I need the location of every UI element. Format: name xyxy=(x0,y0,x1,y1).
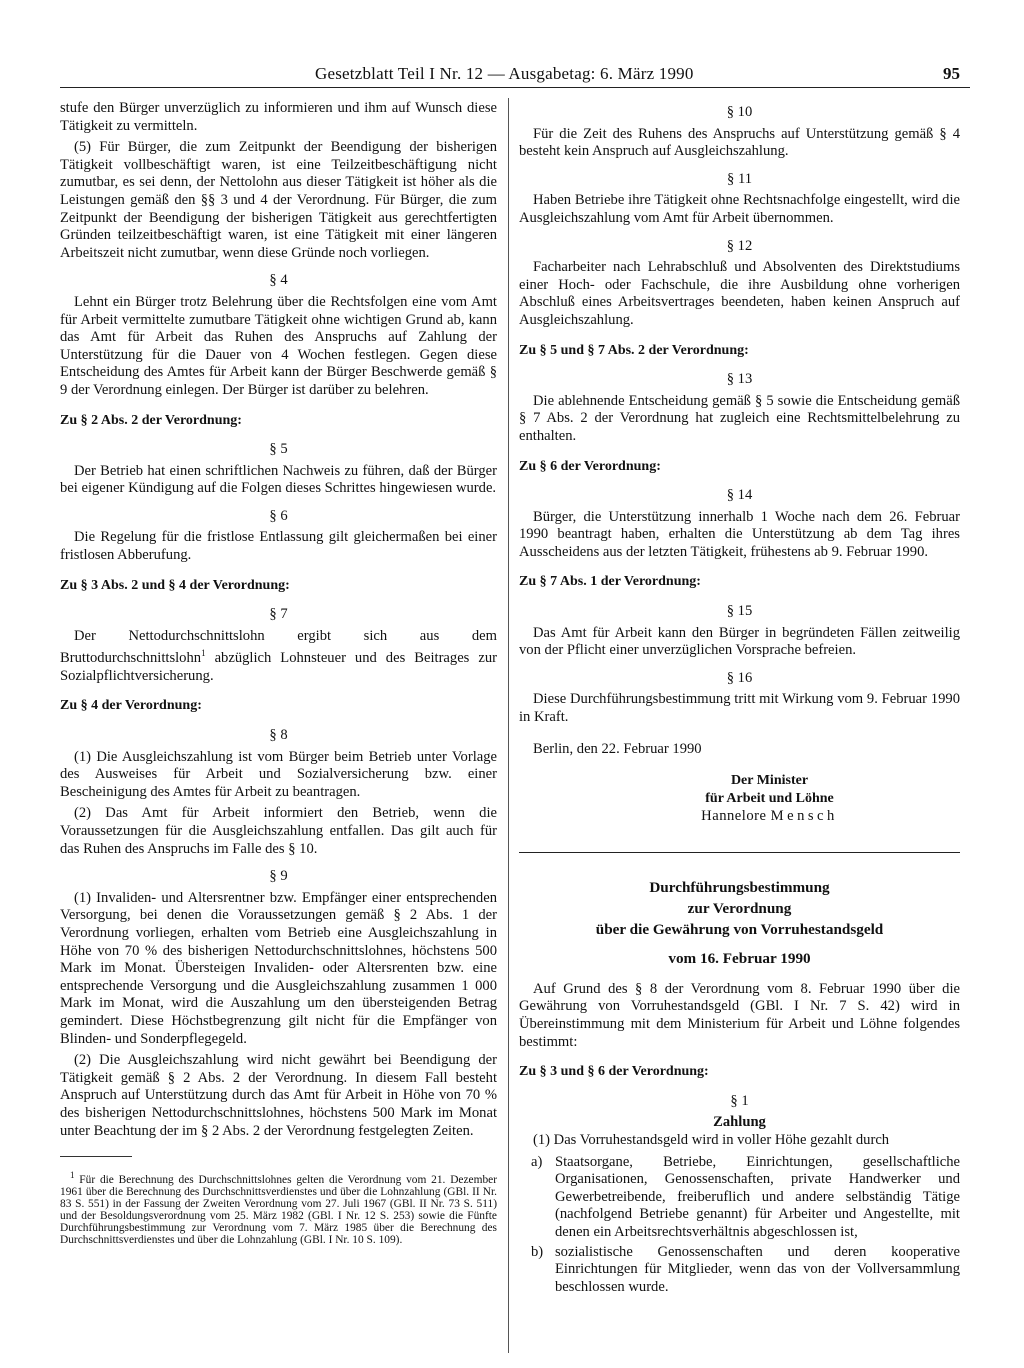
paragraph: (5) Für Bürger, die zum Zeitpunkt der Beendigung der bisherigen Tätigkeit vollbeschäftigt waren, ist eine Teilzeitbeschäftigung nicht zumutbar, es sei denn, der Nettolohn aus dieser Tätigkeit ist höher als die Leistungen gemäß den §§ 3 und 4 der Verordnung. Für Bürger, die zum Zeitpunkt der Beendigung der bisherigen Tätigkeit aus gerechtfertigten Gründen teilzeitbeschäftigt waren, ist eine Tätigkeit mit einer längeren Arbeitszeit nicht zumutbar, wenn diese Gründe noch vorliegen. xyxy=(60,139,497,261)
paragraph: (2) Das Amt für Arbeit informiert den Betrieb, wenn die Voraussetzungen für die Ausgleichszahlung entfallen. Das gilt auch für das Ruhen des Anspruchs im Falle des § 10. xyxy=(60,805,497,857)
list-item xyxy=(519,1154,960,1242)
signatory-ministry: für Arbeit und Löhne xyxy=(705,791,834,807)
paragraph: (1) Invaliden- und Altersrentner bzw. Empfänger einer entsprechenden Versorgung, bei denen die Voraussetzungen gemäß § 2 Abs. 1 der Verordnung vorliegen, erhalten vom Betrieb eine Ausgleichszahlung in Höhe von 70 % des bisherigen Nettodurchschnittslohnes, höchstens 500 Mark im Monat. Übersteigen Invaliden- oder Altersrenten bzw. eine entsprechende Versorgung und die Ausgleichszahlung zusammen 1 000 Mark im Monat, wird die Auszahlung um den übersteigenden Betrag gemindert. Diese Höchstbegrenzung gilt nicht für die Empfänger von Blinden- und Sonderpflegegeld. xyxy=(60,889,497,1047)
signatory-first-name: Hannelore xyxy=(701,808,771,825)
footnote-rule xyxy=(60,1156,132,1157)
section-heading: § 12 xyxy=(726,237,753,254)
paragraph: Diese Durchführungsbestimmung tritt mit Wirkung vom 9. Februar 1990 in Kraft. xyxy=(519,691,960,726)
header-rule xyxy=(60,87,970,88)
paragraph: Das Amt für Arbeit kann den Bürger in begründeten Fällen zeitweilig von der Pflicht einer unverzüglichen Vorsprache befreien. xyxy=(519,624,960,659)
subheading: Zu § 4 der Verordnung: xyxy=(60,698,202,714)
document-title-line: über die Gewährung von Vorruhestandsgeld xyxy=(595,920,884,938)
paragraph: Bürger, die Unterstützung innerhalb 1 Woche nach dem 26. Februar 1990 beantragt haben, erhalten die Unterstützung ab dem Tag ihres Ausscheidens aus der letzten Tätigkeit, frühestens ab 9. Februar 1990. xyxy=(519,508,960,560)
paragraph: Facharbeiter nach Lehrabschluß und Absolventen des Direktstudiums einer Hoch- oder Fachschule, die ihre Ausbildung ohne vorherigen Abschluß eines Arbeitsvertrages beendeten, haben keinen Anspruch auf Ausgleichszahlung. xyxy=(519,259,960,328)
section-title: Zahlung xyxy=(713,1114,766,1131)
column-divider xyxy=(508,98,509,1353)
paragraph xyxy=(60,628,497,686)
subheading: Zu § 2 Abs. 2 der Verordnung: xyxy=(60,412,242,428)
section-heading: § 7 xyxy=(269,606,288,623)
paragraph-text: abzüglich Lohnsteuer und des Beitrages zur Sozialpflichtversicherung. xyxy=(60,650,497,684)
place-date: Berlin, den 22. Februar 1990 xyxy=(533,740,702,757)
footnote-mark: 1 xyxy=(70,1169,75,1180)
paragraph: Auf Grund des § 8 der Verordnung vom 8. Februar 1990 über die Gewährung von Vorruhestandsgeld (GBl. I Nr. 7 S. 42) wird in Übereinstimmung mit dem Ministerium für Arbeit und Löhne folgendes bestimmt: xyxy=(519,980,960,1050)
list-item xyxy=(519,1244,960,1297)
list-item-text: Staatsorgane, Betriebe, Einrichtungen, gesellschaftliche Organisationen, Genossenschaften, private Handwerker und Gewerbetreibende, freiberuflich und andere selbständig Tätige (nachfolgend Betriebe genannt) für Arbeiter und Angestellte, mit denen ein Arbeitsrechtsverhältnis abgeschlossen ist, xyxy=(555,1153,960,1240)
section-heading: § 15 xyxy=(726,603,753,620)
section-heading: § 10 xyxy=(726,104,753,120)
section-heading: § 8 xyxy=(269,727,288,744)
paragraph: stufe den Bürger unverzüglich zu informieren und ihm auf Wunsch diese Tätigkeit zu vermitteln. xyxy=(60,100,497,134)
section-heading: § 9 xyxy=(269,868,288,885)
signatory-name xyxy=(579,808,960,826)
document-date: vom 16. Februar 1990 xyxy=(668,949,811,967)
section-heading: § 1 xyxy=(730,1092,749,1109)
enumeration-list xyxy=(519,1154,960,1297)
section-heading: § 11 xyxy=(727,170,752,187)
page-number: 95 xyxy=(943,64,960,83)
list-marker: a) xyxy=(531,1153,543,1170)
list-marker: b) xyxy=(531,1243,544,1260)
footnote xyxy=(60,1169,497,1247)
paragraph: Der Betrieb hat einen schriftlichen Nachweis zu führen, daß der Bürger bei eigener Kündigung auf die Folgen dieses Schrittes hingewiesen wurde. xyxy=(60,462,497,497)
paragraph: Lehnt ein Bürger trotz Belehrung über die Rechtsfolgen eine vom Amt für Arbeit vermittelte zumutbare Tätigkeit ohne wichtigen Grund ab, kann das Amt für Arbeit das Ruhen des Anspruchs auf Zahlung der Unterstützung für die Dauer von 4 Wochen festlegen. Gegen diese Entscheidung des Amtes für Arbeit kann der Bürger Beschwerde gemäß § 9 der Verordnung einlegen. Der Bürger ist darüber zu belehren. xyxy=(60,293,497,398)
running-title: Gesetzblatt Teil I Nr. 12 — Ausgabetag: 6. März 1990 xyxy=(315,64,694,83)
section-heading: § 13 xyxy=(726,371,753,388)
footnote-text: Für die Berechnung des Durchschnittslohnes gelten die Verordnung vom 21. Dezember 1961 über die Berechnung des Durchschnittsverdienstes und über die Lohnzahlung (GBl. II Nr. 83 S. 551) in der Fassung der Zweiten Verordnung vom 27. Juli 1967 (GBl. II Nr. 73 S. 511) und der Besoldungsverordnung vom 25. März 1982 (GBl. I Nr. 12 S. 253) sowie die Fünfte Durchführungsbestimmung zur Verordnung vom 7. März 1985 über die Berechnung des Durchschnittsverdienstes und über die Lohnzahlung (GBl. I Nr. 10 S. 109). xyxy=(60,1173,497,1247)
section-heading: § 6 xyxy=(269,507,288,524)
paragraph: (1) Das Vorruhestandsgeld wird in voller Höhe gezahlt durch xyxy=(533,1131,890,1148)
left-column xyxy=(60,100,497,1258)
section-heading: § 5 xyxy=(269,441,288,458)
subheading: Zu § 7 Abs. 1 der Verordnung: xyxy=(519,574,701,590)
paragraph: (1) Die Ausgleichszahlung ist vom Bürger beim Betrieb unter Vorlage des Ausweises für Arbeit und Sozialversicherung bzw. einer Bescheinigung des Amtes für Arbeit zu beantragen. xyxy=(60,748,497,800)
paragraph: Die Regelung für die fristlose Entlassung gilt gleichermaßen bei einer fristlosen Abberufung. xyxy=(60,529,497,564)
document-title-line: zur Verordnung xyxy=(687,899,792,917)
paragraph: (2) Die Ausgleichszahlung wird nicht gewährt bei Beendigung der Tätigkeit gemäß § 2 Abs. 2 der Verordnung. In diesem Fall besteht Anspruch auf Unterstützung durch das Amt für Arbeit in Höhe von 70 % des bisherigen Nettodurchschnittslohnes, höchstens 500 Mark im Monat unter Beachtung der im § 2 Abs. 2 der Verordnung festgelegten Zeiten. xyxy=(60,1052,497,1139)
paragraph: Für die Zeit des Ruhens des Anspruchs auf Unterstützung gemäß § 4 besteht kein Anspruch auf Ausgleichszahlung. xyxy=(519,125,960,160)
section-heading: § 14 xyxy=(726,487,753,504)
subheading: Zu § 5 und § 7 Abs. 2 der Verordnung: xyxy=(519,342,749,358)
footnote-ref: 1 xyxy=(201,648,206,659)
document-title: Durchführungsbestimmung xyxy=(649,878,830,896)
signatory-last-name: Mensch xyxy=(770,808,838,825)
paragraph: Haben Betriebe ihre Tätigkeit ohne Rechtsnachfolge eingestellt, wird die Ausgleichszahlung vom Amt für Arbeit übernommen. xyxy=(519,192,960,226)
page-header xyxy=(60,64,970,88)
subheading: Zu § 3 und § 6 der Verordnung: xyxy=(519,1064,709,1080)
right-column xyxy=(519,100,960,1300)
list-item-text: sozialistische Genossenschaften und deren kooperative Einrichtungen für Mitglieder, wenn das von der Vollversammlung beschlossen wurde. xyxy=(555,1243,960,1295)
section-heading: § 16 xyxy=(726,669,753,686)
signature-block xyxy=(579,772,960,826)
signatory-title: Der Minister xyxy=(730,773,809,789)
subheading: Zu § 3 Abs. 2 und § 4 der Verordnung: xyxy=(60,577,290,593)
paragraph-text: Der Nettodurchschnittslohn ergibt sich aus dem Bruttodurchschnittslohn xyxy=(60,627,497,667)
section-heading: § 4 xyxy=(269,272,288,289)
paragraph: Die ablehnende Entscheidung gemäß § 5 sowie die Entscheidung gemäß § 7 Abs. 2 der Verordnung hat zugleich eine Rechtsmittelbelehrung zu enthalten. xyxy=(519,392,960,444)
subheading: Zu § 6 der Verordnung: xyxy=(519,458,661,474)
section-divider xyxy=(519,852,960,853)
